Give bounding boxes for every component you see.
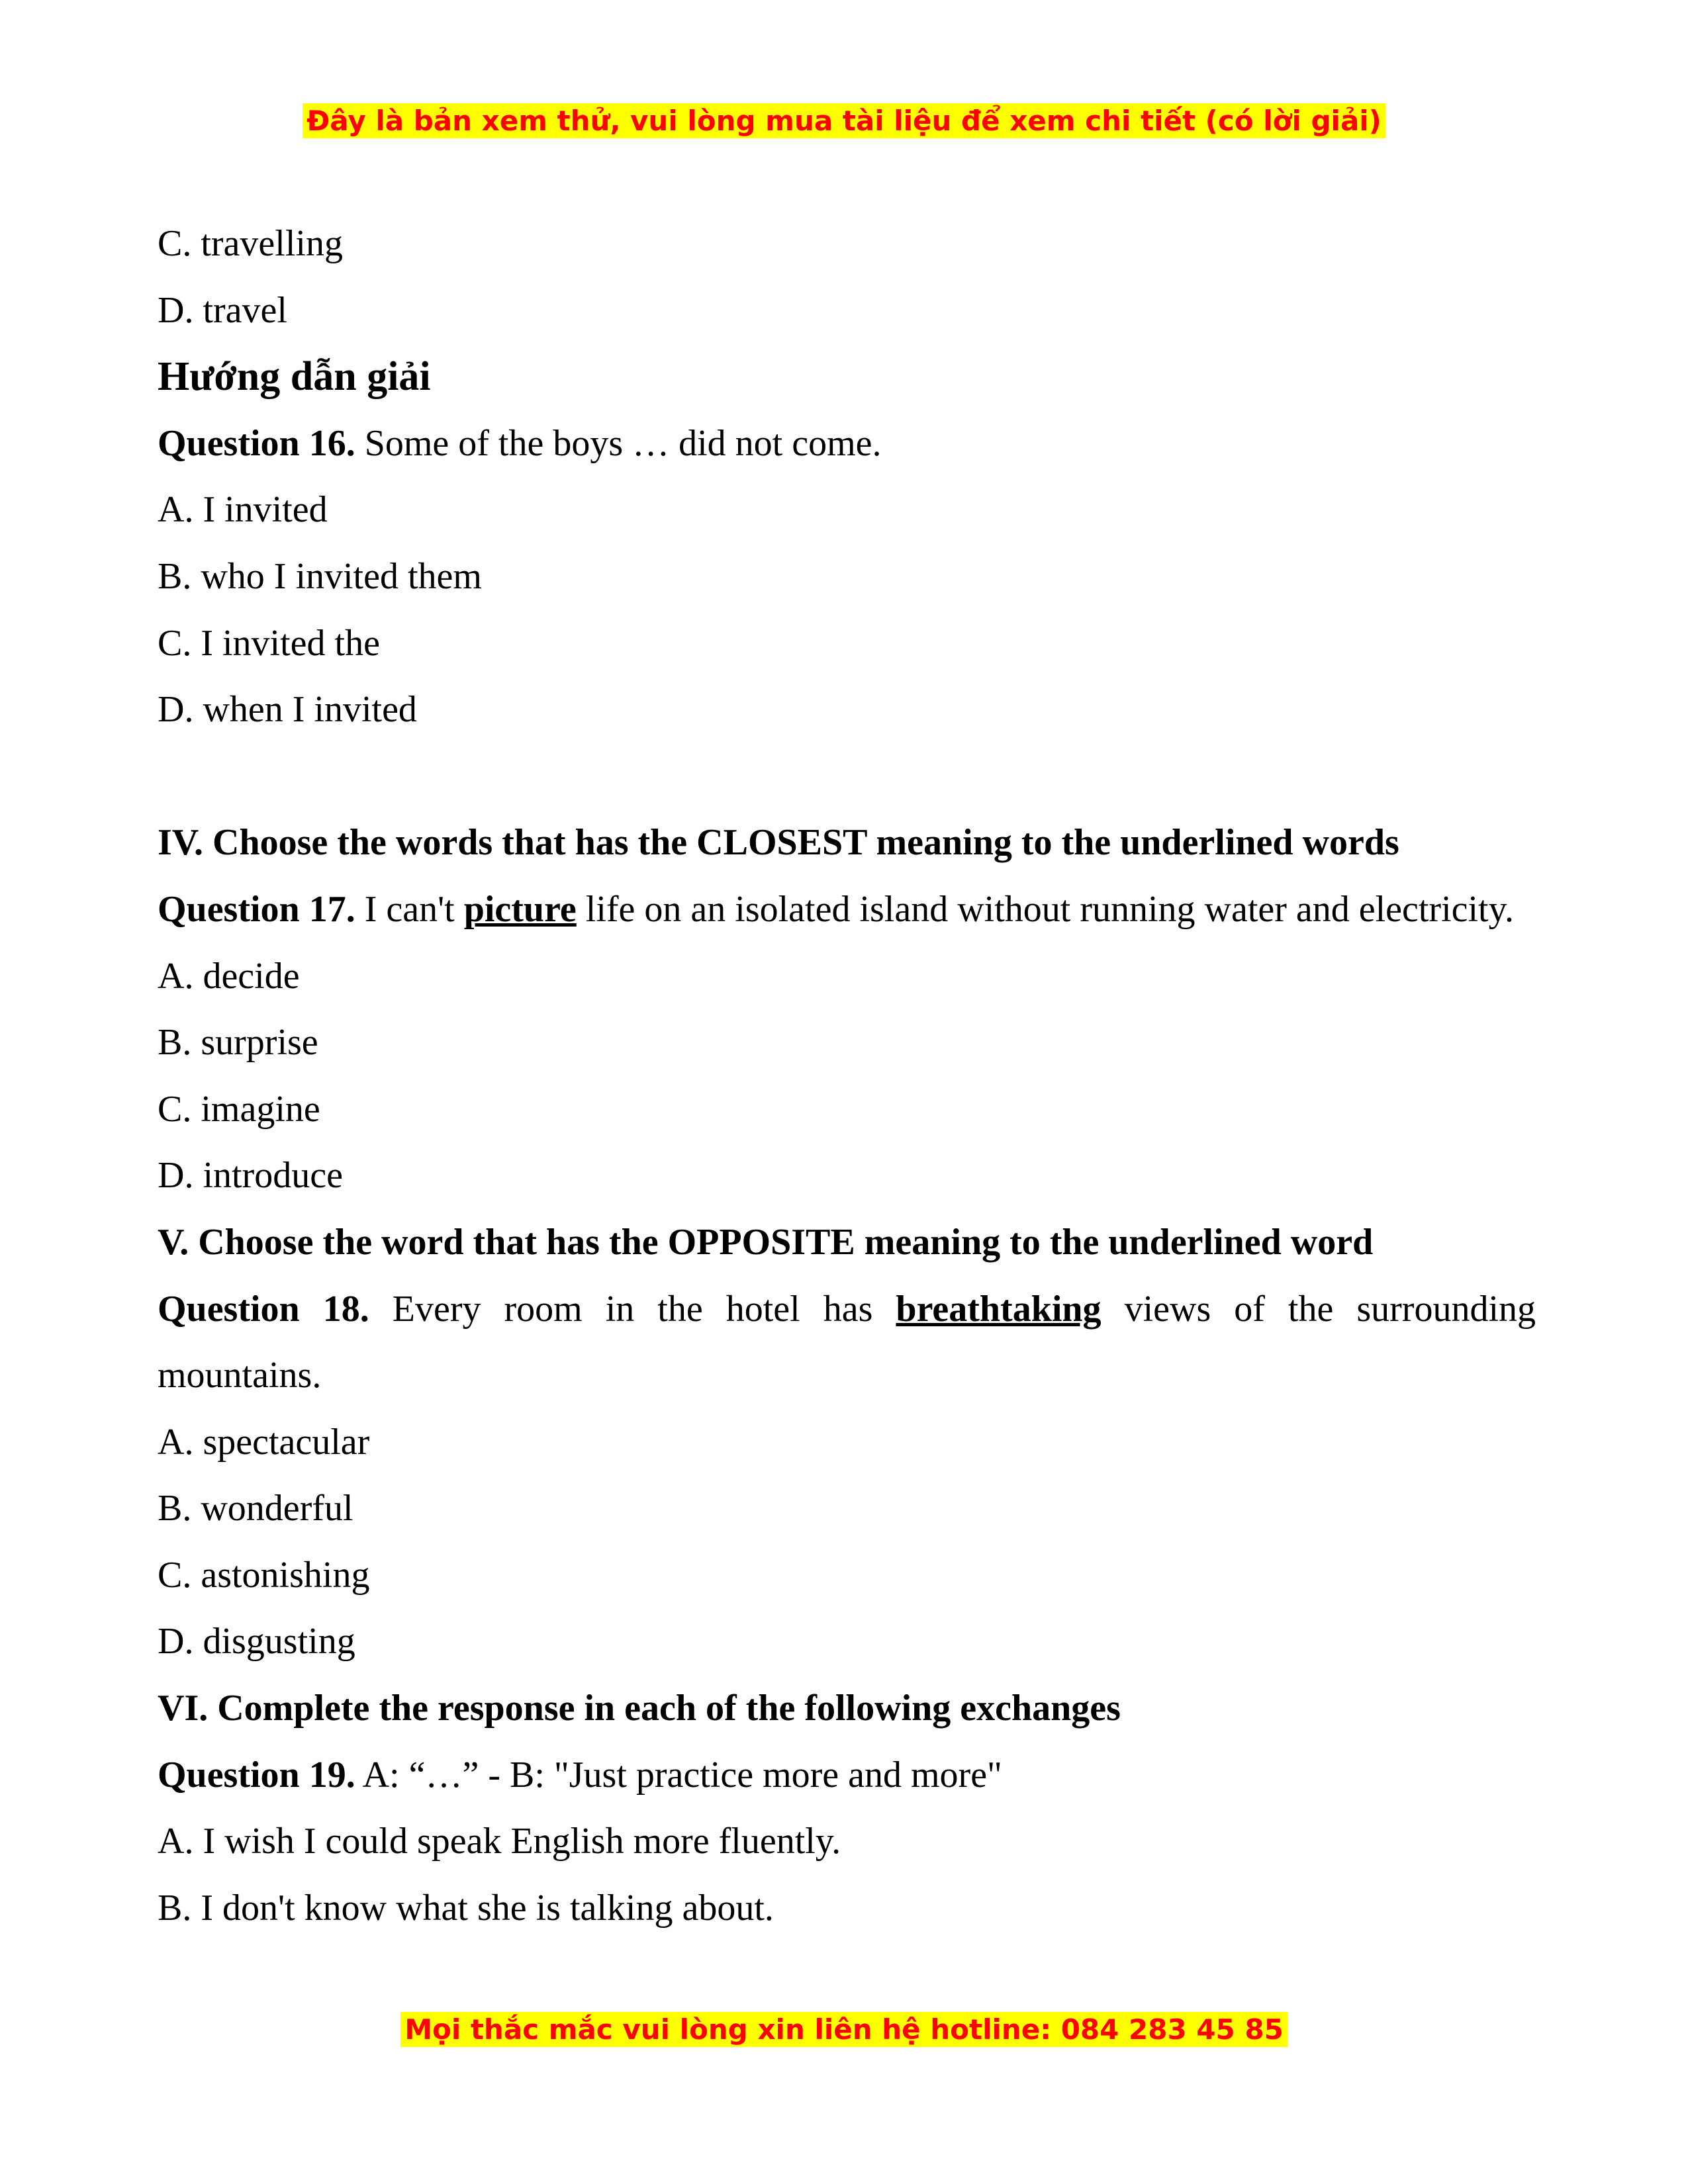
- q16-option-d: D. when I invited: [158, 689, 417, 731]
- blank-line: [158, 743, 1536, 810]
- q16-label: Question 16.: [158, 422, 355, 464]
- q16-option-b: B. who I invited them: [158, 555, 482, 597]
- q19-text: A: “…” - B: "Just practice more and more": [355, 1754, 1002, 1796]
- q16-stem: [158, 410, 1536, 477]
- q18-option-d: D. disgusting: [158, 1621, 355, 1662]
- q15-option-d: D. travel: [158, 289, 287, 331]
- q18-text-after: views of the surrounding mountains.: [158, 1288, 1536, 1396]
- section-vi-heading: [158, 1675, 1536, 1742]
- q18-underlined-word: breathtaking: [896, 1288, 1102, 1330]
- q16-text: Some of the boys … did not come.: [355, 422, 882, 464]
- q18-stem: [158, 1276, 1536, 1409]
- solution-guide-heading: Hướng dẫn giải: [158, 354, 431, 400]
- q17-option-a: A. decide: [158, 955, 300, 997]
- q17-stem: [158, 876, 1536, 943]
- q18-option-c: C. astonishing: [158, 1554, 370, 1596]
- q18-text-before: Every room in the hotel has: [369, 1288, 896, 1330]
- q18-option-a: A. spectacular: [158, 1421, 370, 1463]
- hotline-banner: [0, 2012, 1688, 2048]
- q17-text-before: I can't: [355, 888, 464, 930]
- preview-banner: [0, 103, 1688, 139]
- section-iv-heading-text: IV. Choose the words that has the CLOSEST meaning to the underlined words: [158, 822, 1399, 864]
- q17-text-after: life on an isolated island without running water and electricity.: [576, 888, 1514, 930]
- q17-option-b: B. surprise: [158, 1022, 318, 1064]
- q17-option-d: D. introduce: [158, 1155, 343, 1197]
- q19-option-a: A. I wish I could speak English more fluently.: [158, 1821, 841, 1862]
- q18-option-b: B. wonderful: [158, 1488, 353, 1529]
- preview-banner-text: Đây là bản xem thử, vui lòng mua tài liệu để xem chi tiết (có lời giải): [303, 103, 1385, 138]
- q18-label: Question 18.: [158, 1288, 369, 1330]
- q16-option-c: C. I invited the: [158, 622, 380, 664]
- section-v-heading: [158, 1209, 1536, 1276]
- q19-option-b: B. I don't know what she is talking about.: [158, 1887, 774, 1929]
- q17-option-c: C. imagine: [158, 1088, 320, 1130]
- section-iv-heading: [158, 809, 1536, 876]
- section-vi-heading-text: VI. Complete the response in each of the following exchanges: [158, 1688, 1121, 1729]
- section-v-heading-text: V. Choose the word that has the OPPOSITE meaning to the underlined word: [158, 1221, 1374, 1263]
- hotline-banner-text: Mọi thắc mắc vui lòng xin liên hệ hotline: 084 283 45 85: [400, 2012, 1288, 2047]
- q17-underlined-word: picture: [463, 888, 577, 930]
- q16-option-a: A. I invited: [158, 489, 328, 531]
- q17-label: Question 17.: [158, 888, 355, 930]
- q15-option-c: C. travelling: [158, 223, 343, 264]
- document-body: [158, 210, 1536, 1941]
- q19-label: Question 19.: [158, 1754, 355, 1796]
- q19-stem: [158, 1742, 1536, 1809]
